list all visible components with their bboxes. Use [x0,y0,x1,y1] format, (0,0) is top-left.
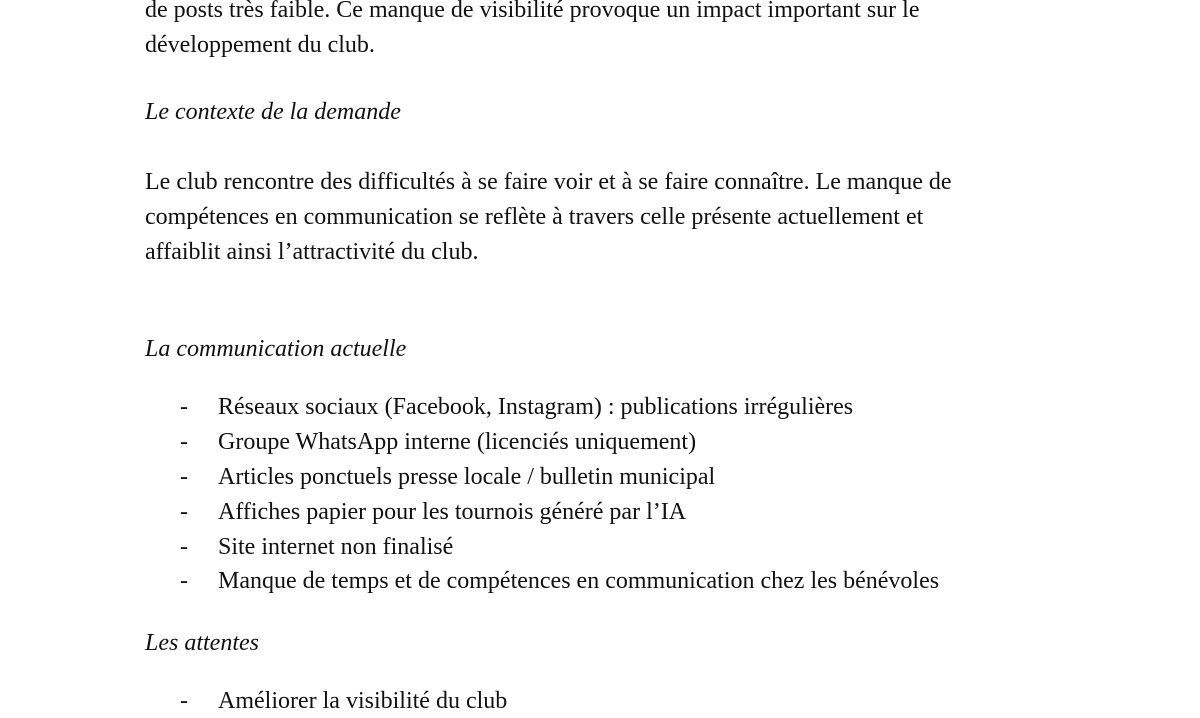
list-bullet: - [180,568,188,594]
section-heading-communication: La communication actuelle [145,336,407,362]
list-item: Groupe WhatsApp interne (licenciés uniquement) [218,429,697,455]
list-bullet: - [180,534,188,560]
list-item: Affiches papier pour les tournois généré par l’IA [218,499,687,525]
intro-line-2: développement du club. [145,32,375,58]
list-bullet: - [180,464,188,490]
list-bullet: - [180,394,188,420]
context-line-3: affaiblit ainsi l’attractivité du club. [145,239,479,265]
intro-line-1: de posts très faible. Ce manque de visibilité provoque un impact important sur le [145,0,920,23]
section-heading-attentes: Les attentes [145,630,259,656]
list-item: Manque de temps et de compétences en communication chez les bénévoles [218,568,940,594]
context-line-2: compétences en communication se reflète à travers celle présente actuellement et [145,204,924,230]
list-bullet: - [180,429,188,455]
list-bullet: - [180,688,188,714]
list-item: Articles ponctuels presse locale / bulletin municipal [218,464,716,490]
list-item: Réseaux sociaux (Facebook, Instagram) : publications irrégulières [218,394,854,420]
section-heading-contexte: Le contexte de la demande [145,99,401,125]
list-item: Améliorer la visibilité du club [218,688,508,714]
context-line-1: Le club rencontre des difficultés à se faire voir et à se faire connaître. Le manque de [145,169,952,195]
list-item: Site internet non finalisé [218,534,454,560]
list-bullet: - [180,499,188,525]
